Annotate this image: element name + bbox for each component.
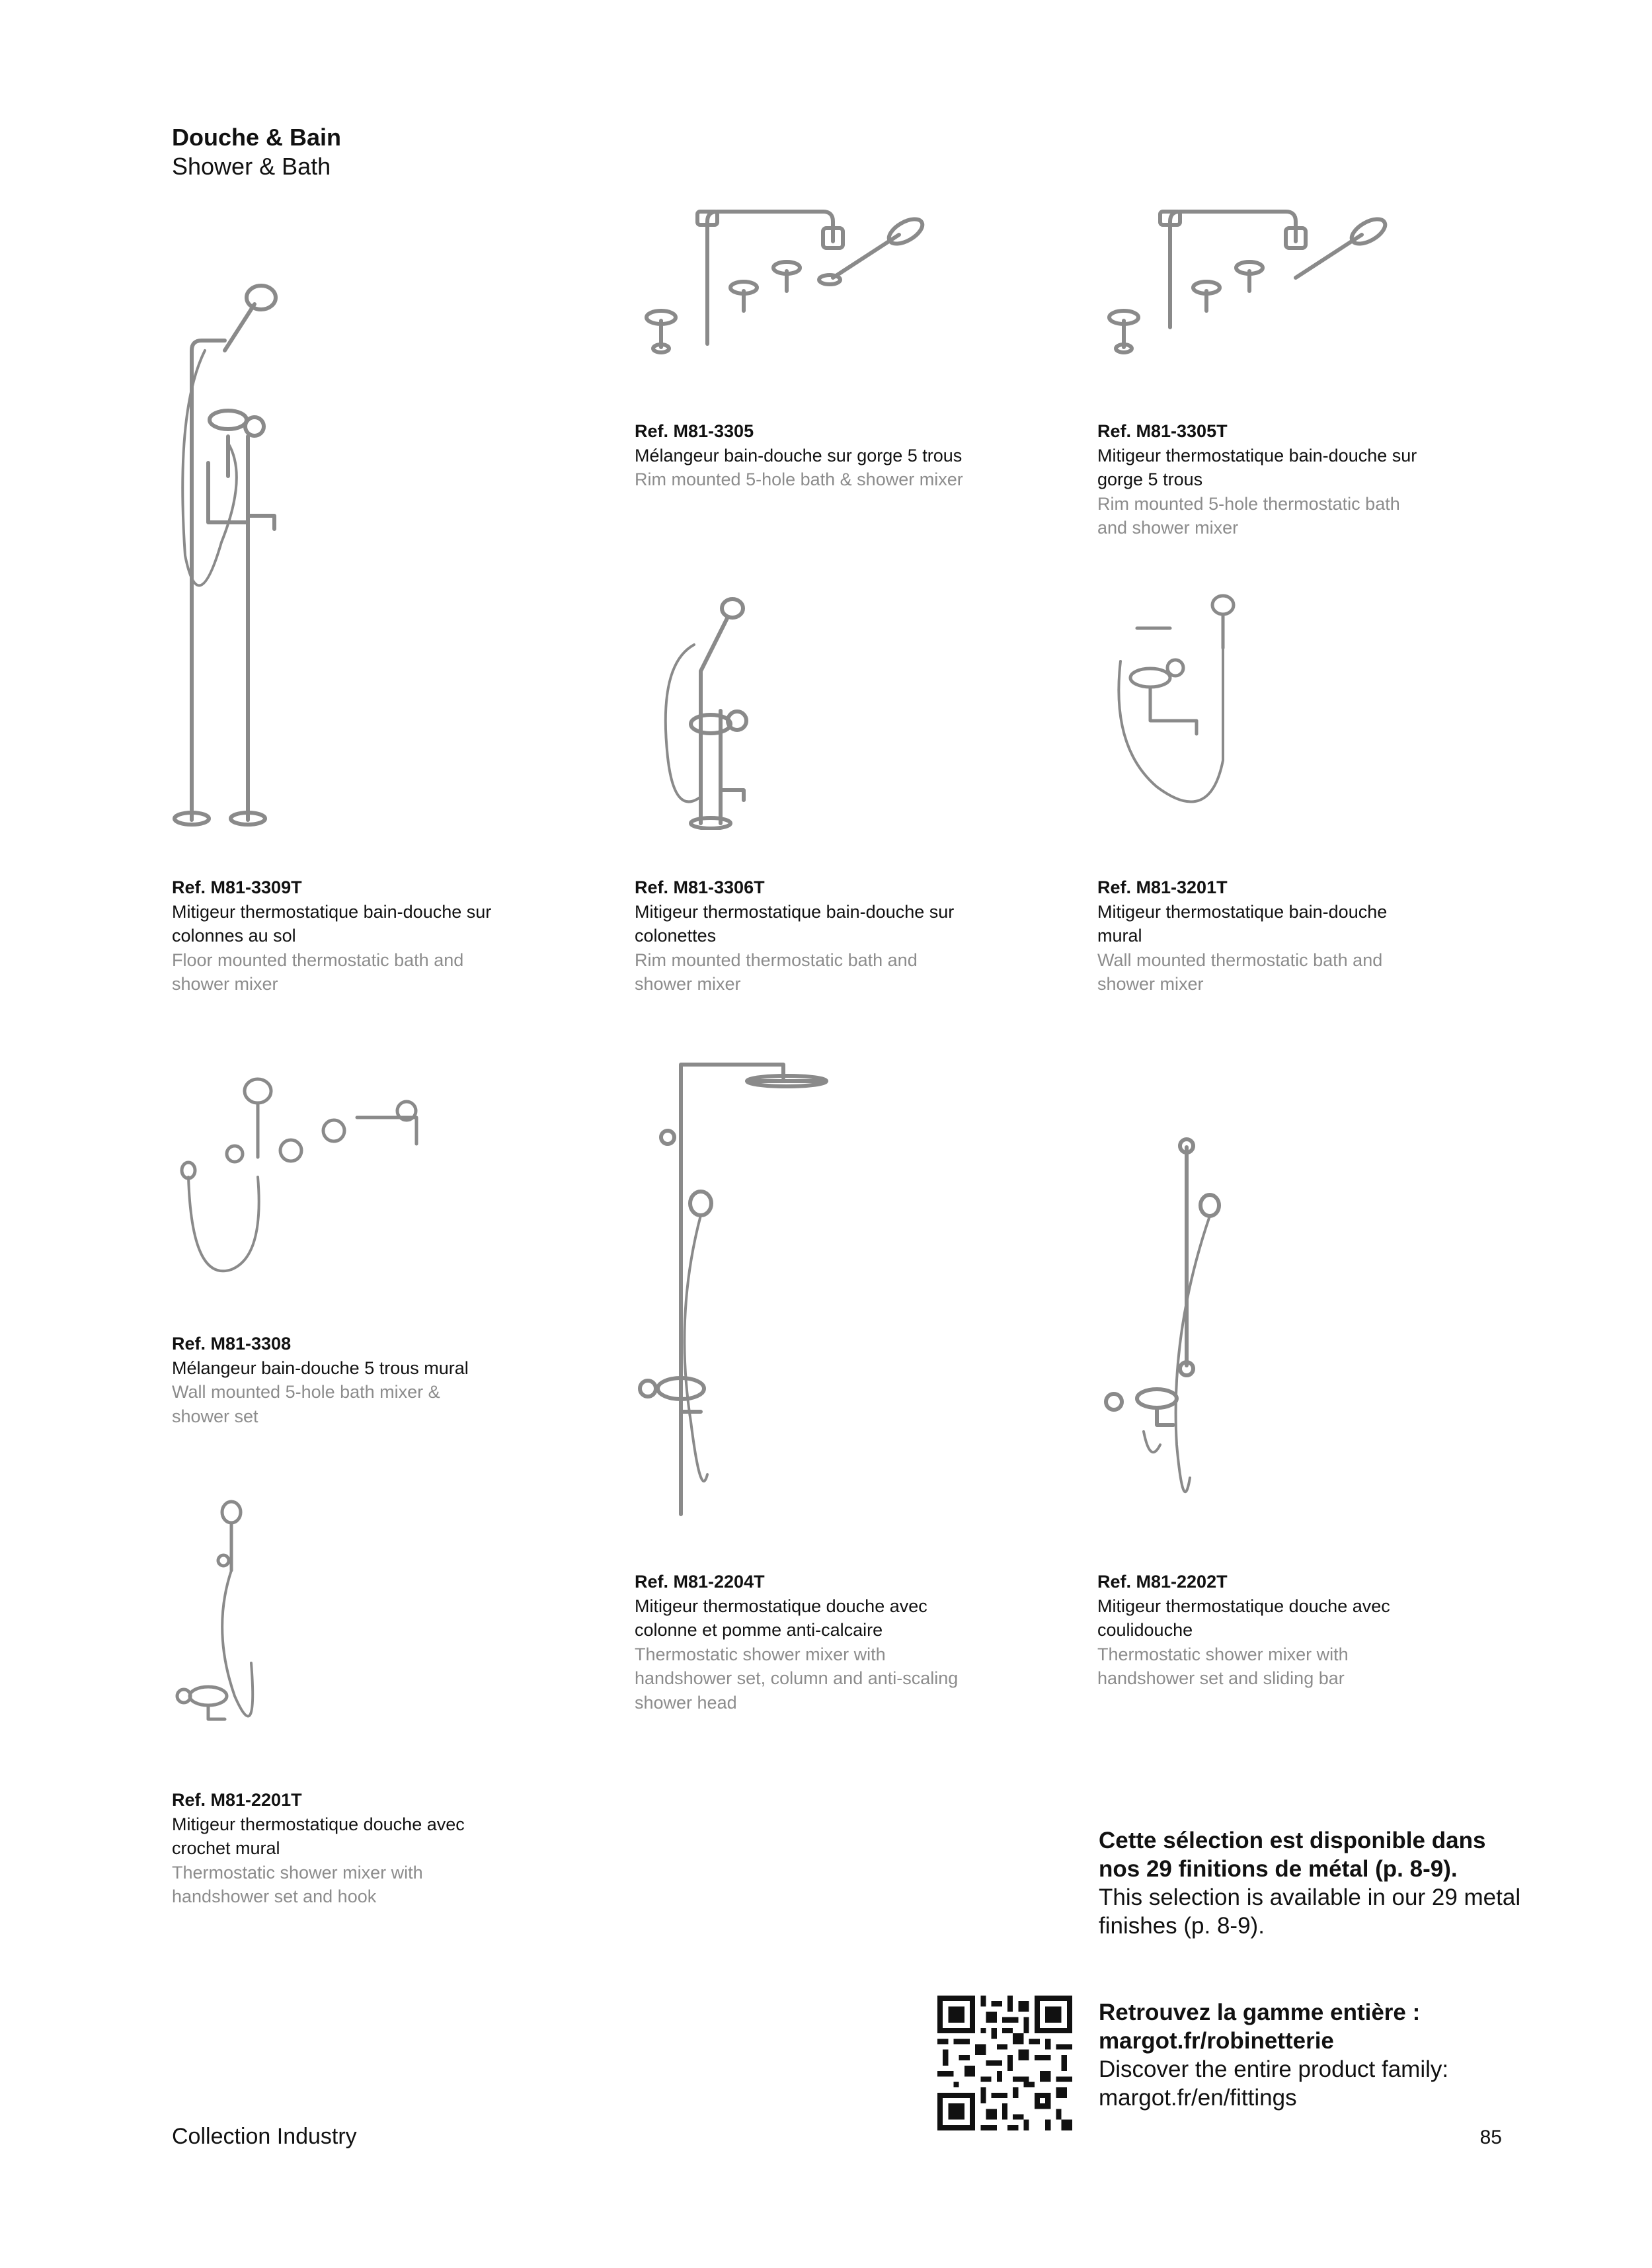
floor-standing-mixer-icon <box>169 278 314 827</box>
product-name-en: Thermostatic shower mixer with handshower set, column and anti-scaling shower head <box>635 1644 959 1713</box>
product-ref: Ref. M81-3305T <box>1097 421 1228 441</box>
product-name-fr: Mélangeur bain-douche 5 trous mural <box>172 1357 469 1378</box>
sliding-bar-shower-icon <box>1097 1134 1243 1518</box>
product-card <box>635 875 965 996</box>
collection-name: Collection Industry <box>172 2124 357 2149</box>
deck-mounted-thermostatic-mixer-icon <box>1097 195 1401 367</box>
discover-en[interactable]: Discover the entire product family: margot.fr/en/fittings <box>1099 2056 1449 2111</box>
product-name-en: Rim mounted thermostatic bath and shower mixer <box>635 950 918 994</box>
product-ref: Ref. M81-3308 <box>172 1334 292 1354</box>
product-name-en: Rim mounted 5-hole thermostatic bath and shower mixer <box>1097 493 1400 538</box>
wall-bath-mixer-icon <box>1097 588 1249 827</box>
product-card <box>1097 875 1428 996</box>
product-name-fr: Mitigeur thermostatique douche avec colonne et pomme anti-calcaire <box>635 1596 927 1640</box>
discover-fr[interactable]: Retrouvez la gamme entière : margot.fr/robinetterie <box>1099 2000 1421 2054</box>
product-ref: Ref. M81-3306T <box>635 877 765 897</box>
product-card <box>172 1788 502 1909</box>
product-name-en: Wall mounted 5-hole bath mixer & shower set <box>172 1382 440 1426</box>
hook-shower-icon <box>172 1498 284 1746</box>
product-name-en: Wall mounted thermostatic bath and shower mixer <box>1097 950 1383 994</box>
product-ref: Ref. M81-2202T <box>1097 1572 1228 1592</box>
product-card <box>635 1570 965 1715</box>
product-ref: Ref. M81-2201T <box>172 1790 302 1810</box>
product-card <box>635 419 965 492</box>
availability-fr: Cette sélection est disponible dans nos 29 finitions de métal (p. 8-9). <box>1099 1828 1486 1882</box>
section-title-en: Shower & Bath <box>172 153 331 180</box>
availability-note <box>1099 1826 1522 1940</box>
product-name-fr: Mitigeur thermostatique bain-douche mural <box>1097 901 1388 946</box>
product-name-fr: Mitigeur thermostatique bain-douche sur colonettes <box>635 901 955 946</box>
section-title-fr: Douche & Bain <box>172 124 342 151</box>
product-name-en: Thermostatic shower mixer with handshower set and sliding bar <box>1097 1644 1349 1688</box>
product-card <box>1097 419 1428 540</box>
product-name-fr: Mitigeur thermostatique douche avec crochet mural <box>172 1814 465 1858</box>
page-number: 85 <box>1479 2126 1502 2148</box>
product-card <box>172 1332 502 1428</box>
product-name-en: Floor mounted thermostatic bath and shower mixer <box>172 950 464 994</box>
product-ref: Ref. M81-2204T <box>635 1572 765 1592</box>
product-name-fr: Mitigeur thermostatique douche avec coulidouche <box>1097 1596 1390 1640</box>
deck-mounted-5-hole-mixer-icon <box>635 195 939 367</box>
wall-5-hole-mixer-icon <box>172 1071 436 1289</box>
availability-en: This selection is available in our 29 metal finishes (p. 8-9). <box>1099 1884 1521 1939</box>
qr-code-icon[interactable] <box>937 1996 1072 2130</box>
product-name-fr: Mélangeur bain-douche sur gorge 5 trous <box>635 445 963 466</box>
shower-column-icon <box>635 1051 846 1521</box>
product-name-en: Rim mounted 5-hole bath & shower mixer <box>635 469 963 489</box>
column-mixer-icon <box>654 592 767 830</box>
product-ref: Ref. M81-3309T <box>172 877 302 897</box>
product-name-fr: Mitigeur thermostatique bain-douche sur gorge 5 trous <box>1097 445 1417 489</box>
product-card <box>172 875 502 996</box>
product-ref: Ref. M81-3305 <box>635 421 754 441</box>
product-ref: Ref. M81-3201T <box>1097 877 1228 897</box>
product-name-en: Thermostatic shower mixer with handshower set and hook <box>172 1862 423 1906</box>
product-name-fr: Mitigeur thermostatique bain-douche sur colonnes au sol <box>172 901 492 946</box>
product-card <box>1097 1570 1428 1691</box>
discover-note <box>1099 1998 1522 2112</box>
